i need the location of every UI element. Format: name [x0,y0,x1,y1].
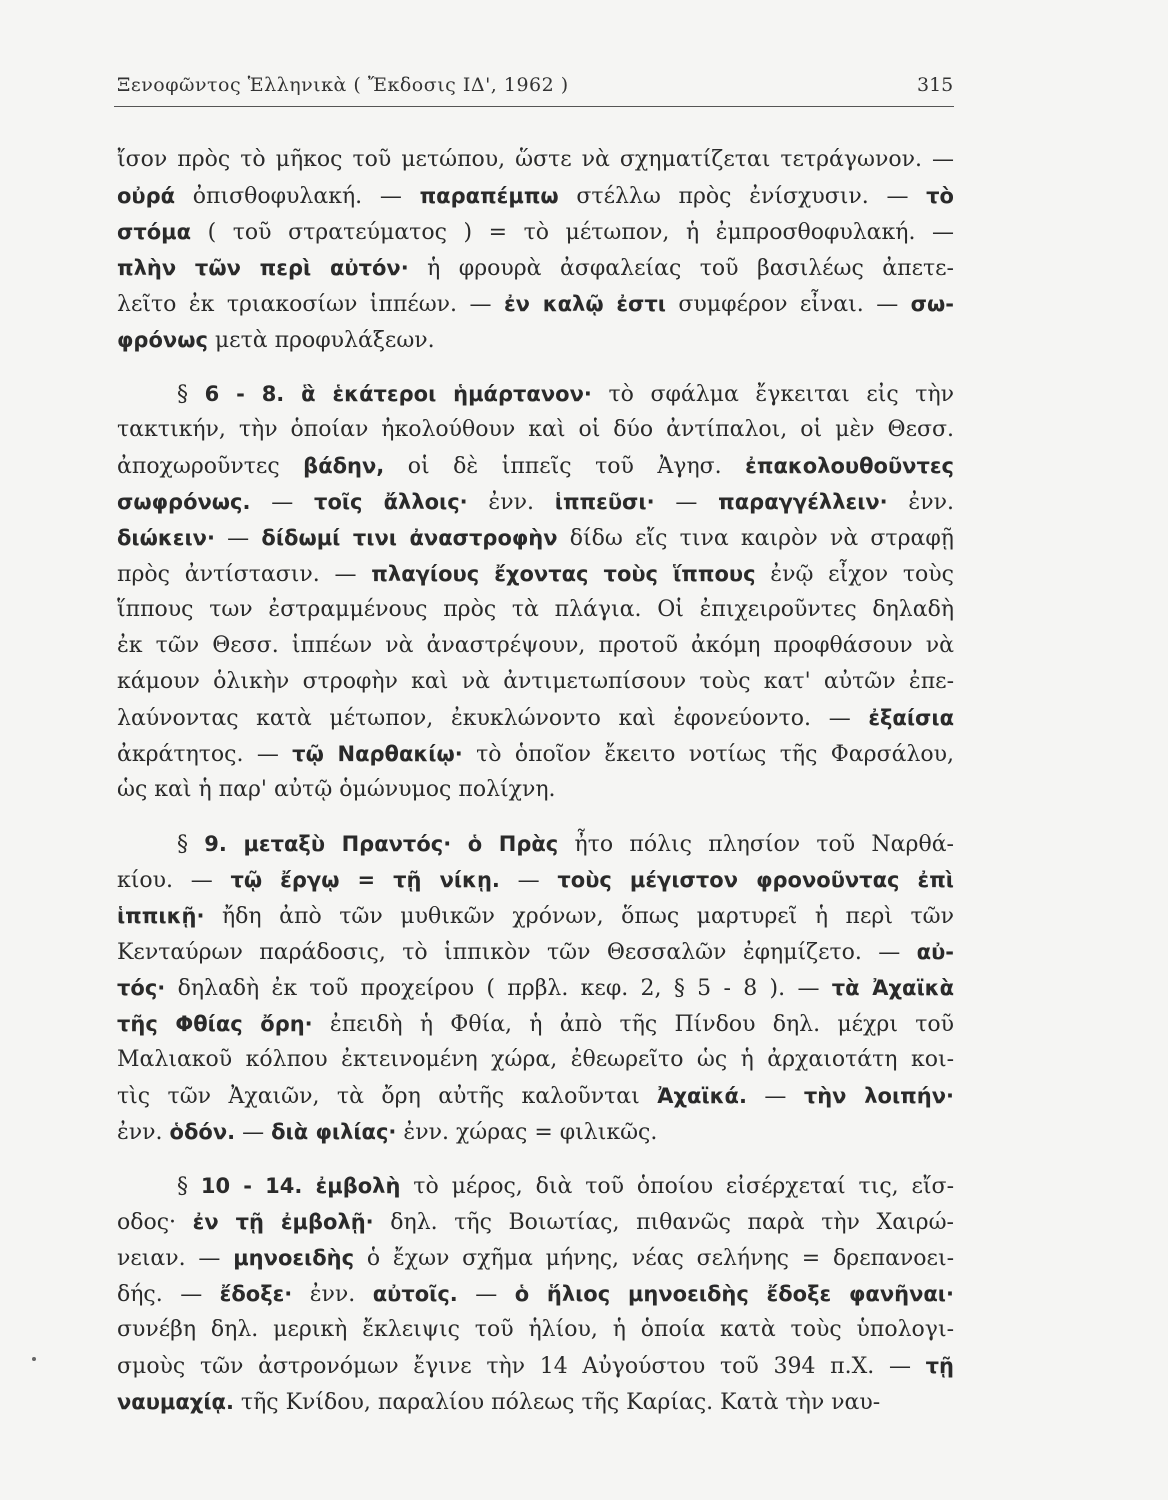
text-line [117,1384,954,1420]
text-run: ἤδη ἀπὸ τῶν μυθικῶν χρόνων, ὅπως μαρτυρεῖ ἡ περὶ τῶν [204,904,954,929]
bold-term: τοὺς μέγιστον φρονοῦντας ἐπὶ [557,868,954,892]
bold-term: σω- [910,292,954,316]
text-line [117,934,954,970]
text-run: συνέβη δηλ. μερικὴ ἔκλειψις τοῦ ἡλίου, ἡ ὁποία κατὰ τοὺς ὑπολογι- [117,1317,954,1342]
text-line [117,1006,954,1042]
text-run: ἐνν. [292,1282,373,1307]
text-run: ἐνν. χώρας = φιλικῶς. [396,1120,658,1145]
text-line [117,772,954,808]
text-run: ἐπειδὴ ἡ Φθία, ἡ ἀπὸ τῆς Πίνδου δηλ. μέχρι τοῦ [312,1012,954,1037]
text-run: στέλλω πρὸς ἐνίσχυσιν. — [558,184,927,209]
text-run: — [214,526,262,551]
text-run: ἐνν. [887,490,954,515]
bold-term: διώκειν· [117,526,215,550]
bold-term: μηνοειδὴς [233,1246,355,1270]
text-line [117,412,954,448]
text-line [117,1240,954,1276]
text-run: ἐνῷ εἶχον τοὺς [755,562,955,587]
bold-term: 6 - 8. ἃ ἑκάτεροι ἡμάρτανον· [204,382,592,406]
bold-term: ὁ ἥλιος μηνοειδὴς ἔδοξε φανῆναι· [514,1282,954,1306]
text-line [117,1042,954,1078]
bold-term: αὐτοῖς. [372,1282,458,1306]
bold-term: τῷ ἔργῳ = τῇ νίκῃ. [230,868,500,892]
text-run: ἀποχωροῦντες [117,454,304,479]
text-run: § [177,1174,201,1199]
text-run: μετὰ προφυλάξεων. [207,328,435,353]
text-line [117,556,954,592]
text-line [117,322,954,358]
bold-term: τῷ Ναρθακίῳ· [292,742,463,766]
bold-term: πλὴν τῶν περὶ αὐτόν· [117,256,409,280]
text-line [117,286,954,322]
text-run: — [250,490,315,515]
bold-term: τῆς Φθίας ὄρη· [117,1012,313,1036]
bold-term: ἔδοξε· [219,1282,293,1306]
text-line [117,898,954,934]
text-run: τὸ μέρος, διὰ τοῦ ὁποίου εἰσέρχεταί τις, εἴσ- [400,1174,955,1199]
bold-term: ἐν τῇ ἐμβολῇ· [192,1210,374,1234]
text-run: κίου. — [117,868,231,893]
text-run: τὸ ὁποῖον ἔκειτο νοτίως τῆς Φαρσάλου, [462,742,955,767]
text-run: ὀπισθοφυλακή. — [175,184,420,209]
bold-term: ἐξαίσια [868,706,954,730]
text-line [117,214,954,250]
text-run: — [654,490,719,515]
text-run: ἀκράτητος. — [117,742,293,767]
margin-dot [32,1357,36,1361]
text-run: ἵππους των ἐστραμμένους πρὸς τὰ πλάγια. Οἱ ἐπιχειροῦντες δηλαδὴ [117,597,954,622]
text-run: ( τοῦ στρατεύματος ) = τὸ μέτωπον, ἡ ἐμπροσθοφυλακή. — [191,220,954,245]
bold-term: τῇ [925,1354,954,1378]
text-line [117,178,954,214]
text-run: νειαν. — [117,1246,234,1271]
text-run: ἡ φρουρὰ ἀσφαλείας τοῦ βασιλέως ἀπετε- [408,256,954,281]
header-divider [114,106,954,107]
text-run: ἐνν. [117,1120,170,1145]
text-line [117,1312,954,1348]
bold-term: τοῖς ἄλλοις· [314,490,468,514]
text-run: τὸ σφάλμα ἔγκειται εἰς τὴν [591,382,954,407]
text-line [177,826,954,862]
text-run: § [177,832,205,857]
text-run: λαύνοντας κατὰ μέτωπον, ἐκυκλώνοντο καὶ ἐφονεύοντο. — [117,706,869,731]
text-run: — [499,868,558,893]
bold-term: σωφρόνως. [117,490,251,514]
bold-term: παραγγέλλειν· [718,490,888,514]
text-run: — [746,1084,804,1109]
text-line [117,142,954,178]
bold-term: παραπέμπω [419,184,559,208]
bold-term: 9. μεταξὺ Πραντός· ὁ Πρὰς [204,832,559,856]
text-run: § [177,382,205,407]
text-line [177,376,954,412]
text-run: τακτικήν, τὴν ὁποίαν ἠκολούθουν καὶ οἱ δύο ἀντίπαλοι, οἱ μὲν Θεσσ. [117,417,954,442]
bold-term: τὰ Ἀχαϊκὰ [831,976,955,1000]
bold-term: ἱππικῇ· [117,904,205,928]
page-number: 315 [917,74,954,96]
text-run: — [235,1120,272,1145]
text-line [117,1078,954,1114]
running-header-title: Ξενοφῶντος Ἑλληνικὰ ( Ἔκδοσις ΙΔ', 1962 ) [117,74,569,96]
text-run: δηλαδὴ ἐκ τοῦ προχείρου ( πρβλ. κεφ. 2, § 5 - 8 ). — [165,976,832,1001]
text-line [117,862,954,898]
bold-term: αὐ- [916,940,954,964]
text-run: συμφέρον εἶναι. — [665,292,911,317]
bold-term: βάδην, [303,454,385,478]
text-run: οἱ δὲ ἱππεῖς τοῦ Ἀγησ. [384,454,746,479]
text-run: ἴσον πρὸς τὸ μῆκος τοῦ μετώπου, ὥστε νὰ σχηματίζεται τετράγωνον. — [117,147,954,172]
bold-term: τὸ [926,184,954,208]
bold-term: τός· [117,976,166,1000]
text-run: δηλ. τῆς Βοιωτίας, πιθανῶς παρὰ τὴν Χαιρώ- [373,1210,954,1235]
text-run: κάμουν ὁλικὴν στροφὴν καὶ νὰ ἀντιμετωπίσουν τοὺς κατ' αὐτῶν ἐπε- [117,669,954,694]
bold-term: οὐρά [117,184,176,208]
bold-term: ναυμαχίᾳ. [117,1390,234,1414]
text-line [117,250,954,286]
text-run: σμοὺς τῶν ἀστρονόμων ἔγινε τὴν 14 Αὐγούστου τοῦ 394 π.Χ. — [117,1354,926,1379]
bold-term: ἱππεῦσι· [554,490,655,514]
text-line [117,484,954,520]
text-line [117,1348,954,1384]
bold-term: ἐπακολουθοῦντες [745,454,954,478]
text-run: λεῖτο ἐκ τριακοσίων ἱππέων. — [117,292,504,317]
text-line [117,520,954,556]
text-line [117,1276,954,1312]
text-run: δίδω εἴς τινα καιρὸν νὰ στραφῇ [557,526,954,551]
text-run: ὡς καὶ ἡ παρ' αὐτῷ ὁμώνυμος πολίχνη. [117,777,556,802]
text-run: τὶς τῶν Ἀχαιῶν, τὰ ὄρη αὐτῆς καλοῦνται [117,1084,658,1109]
text-run: δής. — [117,1282,220,1307]
bold-term: δίδωμί τινι ἀναστροφὴν [261,526,558,550]
bold-term: διὰ φιλίας· [271,1120,397,1144]
text-run: ἦτο πόλις πλησίον τοῦ Ναρθά- [558,832,954,857]
text-run: ἐνν. [467,490,555,515]
text-line [117,592,954,628]
text-run: οδος· [117,1210,193,1235]
bold-term: Ἀχαϊκά. [657,1084,747,1108]
bold-term: ἐν καλῷ ἐστι [503,292,666,316]
text-line [117,700,954,736]
bold-term: πλαγίους ἔχοντας τοὺς ἵππους [371,562,756,586]
text-line [117,448,954,484]
text-run: πρὸς ἀντίστασιν. — [117,562,372,587]
text-run: Κενταύρων παράδοσις, τὸ ἱππικὸν τῶν Θεσσαλῶν ἐφημίζετο. — [117,940,917,965]
bold-term: τὴν λοιπήν· [803,1084,954,1108]
text-line [117,736,954,772]
text-run: ἐκ τῶν Θεσσ. ἱππέων νὰ ἀναστρέψουν, προτοῦ ἀκόμη προφθάσουν νὰ [117,633,954,658]
text-line [117,628,954,664]
bold-term: φρόνως [117,328,208,352]
bold-term: ὁδόν. [169,1120,236,1144]
bold-term: 10 - 14. ἐμβολὴ [200,1174,401,1198]
text-run: — [457,1282,515,1307]
bold-term: στόμα [117,220,192,244]
text-line [117,1114,954,1150]
text-line [177,1168,954,1204]
text-line [117,1204,954,1240]
text-run: ὁ ἔχων σχῆμα μήνης, νέας σελήνης = δρεπανοει- [354,1246,955,1271]
text-line [117,970,954,1006]
text-run: τῆς Κνίδου, παραλίου πόλεως τῆς Καρίας. Κατὰ τὴν ναυ- [233,1390,881,1415]
text-run: Μαλιακοῦ κόλπου ἐκτεινομένη χώρα, ἐθεωρεῖτο ὡς ἡ ἀρχαιοτάτη κοι- [117,1047,954,1072]
text-line [117,664,954,700]
